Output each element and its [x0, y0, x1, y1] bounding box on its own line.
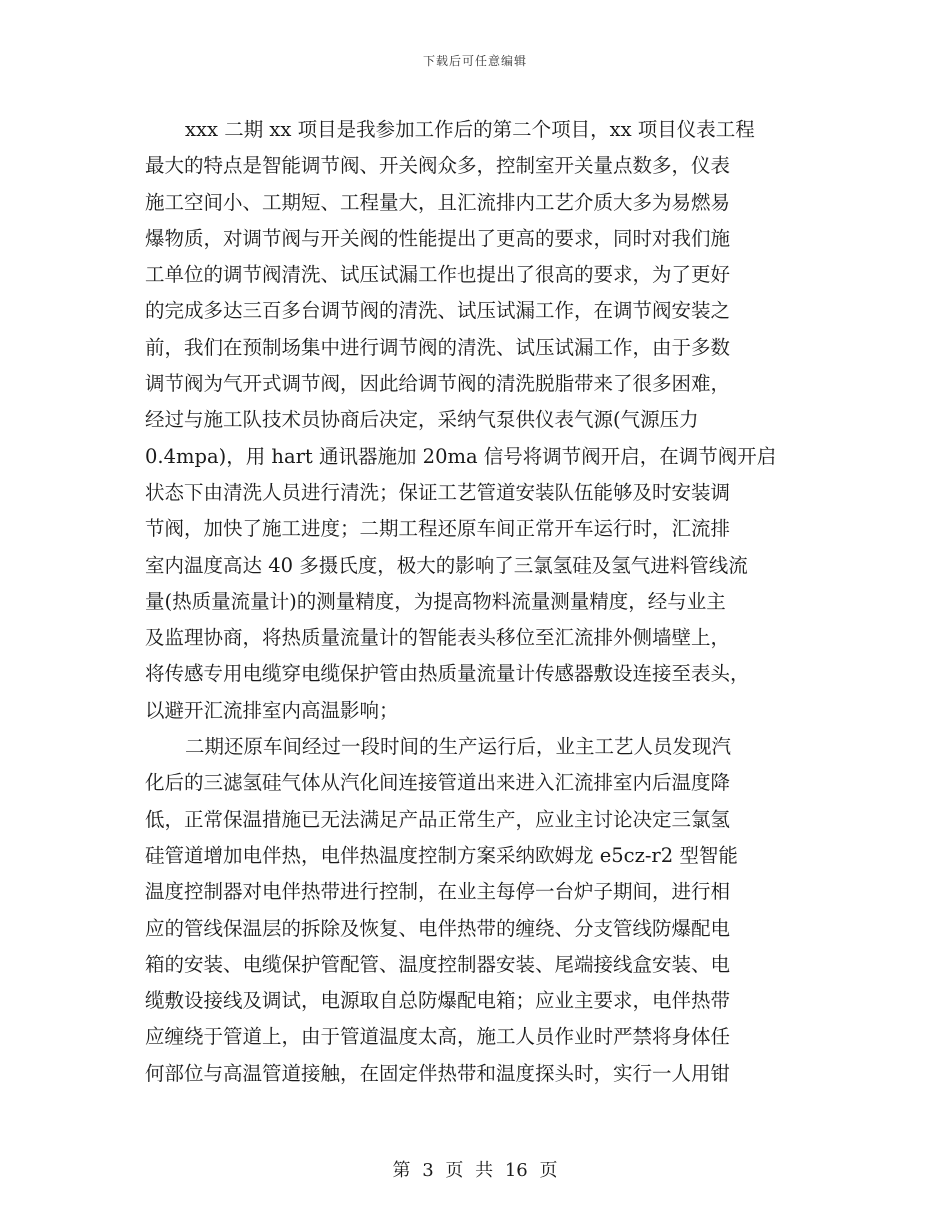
text-line: 及监理协商，将热质量流量计的智能表头移位至汇流排外侧墙壁上，: [145, 626, 731, 650]
document-body: [145, 112, 805, 1092]
text-line: 硅管道增加电伴热，电伴热温度控制方案采纳欧姆龙 e5cz-r2 型智能: [145, 843, 738, 867]
text-line: 将传感专用电缆穿电缆保护管由热质量流量计传感器敷设连接至表头，: [145, 662, 750, 686]
paragraph-1: [145, 112, 805, 729]
page-number-footer: 第 3 页 共 16 页: [392, 1160, 558, 1181]
text-line: 节阀，加快了施工进度；二期工程还原车间正常开车运行时，汇流排: [145, 517, 731, 541]
text-line: 应的管线保温层的拆除及恢复、电伴热带的缠绕、分支管线防爆配电: [145, 916, 731, 940]
text-line: 最大的特点是智能调节阀、开关阀众多，控制室开关量点数多，仪表: [145, 154, 731, 178]
text-line: 前，我们在预制场集中进行调节阀的清洗、试压试漏工作，由于多数: [145, 335, 731, 359]
text-line: 缆敷设接线及调试，电源取自总防爆配电箱；应业主要求，电伴热带: [145, 989, 731, 1013]
text-line: 工单位的调节阀清洗、试压试漏工作也提出了很高的要求，为了更好: [145, 263, 731, 287]
text-line: 爆物质，对调节阀与开关阀的性能提出了更高的要求，同时对我们施: [145, 226, 731, 250]
text-line: 温度控制器对电伴热带进行控制，在业主每停一台炉子期间，进行相: [145, 880, 731, 904]
text-line: 以避开汇流排室内高温影响；: [145, 698, 399, 722]
text-line: 化后的三滤氢硅气体从汽化间连接管道出来进入汇流排室内后温度降: [145, 771, 731, 795]
text-line: 状态下由清洗人员进行清洗；保证工艺管道安装队伍能够及时安装调: [145, 480, 731, 504]
text-line: 应缠绕于管道上，由于管道温度太高，施工人员作业时严禁将身体任: [145, 1025, 731, 1049]
text-line: 二期还原车间经过一段时间的生产运行后，业主工艺人员发现汽: [185, 735, 732, 759]
paragraph-2: [145, 729, 805, 1092]
text-line: 何部位与高温管道接触，在固定伴热带和温度探头时，实行一人用钳: [145, 1061, 731, 1085]
text-line: 经过与施工队技术员协商后决定，采纳气泵供仪表气源(气源压力: [145, 408, 699, 432]
text-line: 箱的安装、电缆保护管配管、温度控制器安装、尾端接线盒安装、电: [145, 952, 731, 976]
text-line: 室内温度高达 40 多摄氏度，极大的影响了三氯氢硅及氢气进料管线流: [145, 553, 748, 577]
text-line: 量(热质量流量计)的测量精度，为提高物料流量测量精度，经与业主: [145, 589, 726, 613]
page-header: 下载后可任意编辑: [422, 54, 527, 68]
text-line: 的完成多达三百多台调节阀的清洗、试压试漏工作，在调节阀安装之: [145, 299, 731, 323]
text-line: 低，正常保温措施已无法满足产品正常生产，应业主讨论决定三氯氢: [145, 807, 731, 831]
text-line: xxx 二期 xx 项目是我参加工作后的第二个项目，xx 项目仪表工程: [185, 118, 755, 141]
text-line: 0.4mpa)，用 hart 通讯器施加 20ma 信号将调节阀开启，在调节阀开启: [145, 444, 777, 468]
text-line: 施工空间小、工期短、工程量大，且汇流排内工艺介质大多为易燃易: [145, 190, 731, 214]
text-line: 调节阀为气开式调节阀，因此给调节阀的清洗脱脂带来了很多困难，: [145, 372, 731, 396]
